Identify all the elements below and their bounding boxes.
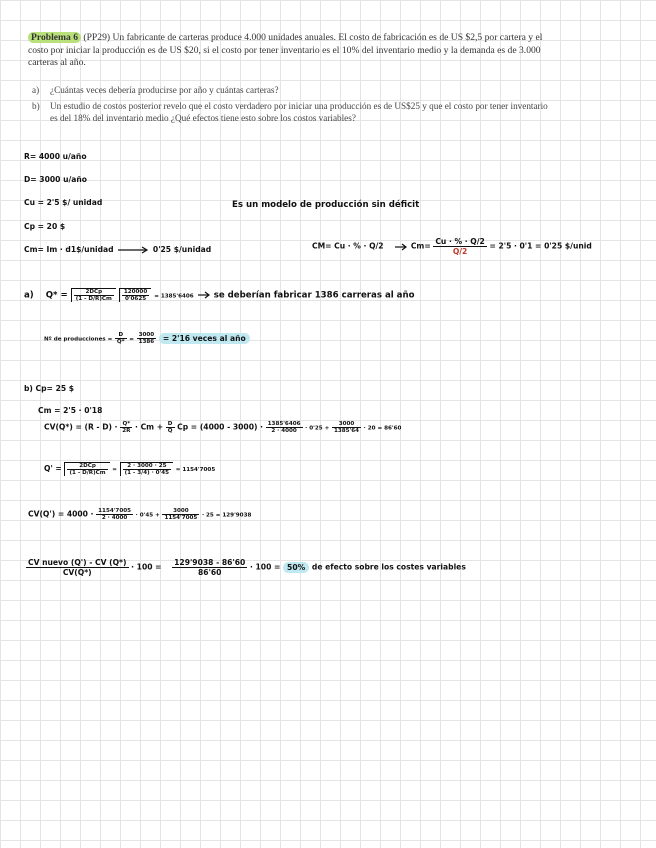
cm-fraction: $\frac{Cu \cdot \% \cdot Q/2}{Q/2}$ [435, 237, 485, 256]
arrow-icon [116, 246, 150, 254]
q-prime-row: Q' = $\frac{\text{2DCp}}{(1 - D/R)Cm}$ = $\frac{2 \cdot 3000 \cdot 25}{(1 - 3/4) \cdot 0'45}$ = 1154'7005 [44, 463, 216, 476]
note-Cp: Cp = 20 $ [24, 222, 66, 231]
cv-qprime-row: CV(Q') = 4000 · $\frac{1154'7005}{2 \cdot 4000}$ · 0'45 + $\frac{3000}{1154'7005}$ · 25 = 129'9038 [28, 508, 252, 521]
question-a: a) ¿Cuántas veces debería producirse por año y cuántas carteras? [32, 85, 279, 95]
note-Cu: Cu = 2'5 $/ unidad [24, 198, 103, 207]
nprod-row: Nº de producciones = $\frac{D}{Q*}$ = $\frac{3000}{1386}$ = 2'16 veces al año [44, 332, 250, 345]
part-b-label: b) Cp= 25 $ [24, 384, 75, 393]
problem-title: Problema 6 [28, 32, 81, 43]
note-Cm-row [24, 245, 211, 254]
nprod-result: = 2'16 veces al año [159, 333, 250, 344]
arrow-icon [394, 243, 408, 251]
a-sqrt-2: $\frac{120000}{0'0625}$ [119, 288, 151, 302]
final-percent: 50% [283, 562, 309, 573]
note-Cm-right: 0'25 $/unidad [152, 245, 212, 254]
note-model: Es un modelo de producción sin déficit [232, 200, 420, 210]
a-sqrt-1: $\frac{\text{2DCp}}{(1 - D/R)Cm}$ [71, 288, 116, 302]
note-Cm-left: Cm= Im · d1$/unidad [24, 245, 114, 254]
final-row: $\frac{\text{CV nuevo (Q') - CV (Q*)}}{CV(Q*)}$ · 100 = $\frac{129'9038 - 86'60}{86'60}$ · 100 = 50% de efecto sobre los costes variables [28, 558, 466, 577]
question-b: b) Un estudio de costos posterior revelo que el costo verdadero por iniciar una producción es de US$25 y que el costo por tener inventario es del 18% del inventario medio ¿Qué efectos tiene esto sobre los costos variables? [32, 101, 548, 123]
part-a-row: a) Q* = $\frac{\text{2DCp}}{(1 - D/R)Cm}$ $\frac{120000}{0'0625}$ = 1385'6406 se deberían fabricar 1386 carreras al año [24, 289, 415, 302]
question-list [32, 84, 548, 128]
problem-code: (PP29) [83, 32, 111, 43]
note-D: D= 3000 u/año [24, 175, 88, 184]
part-b-Cm: Cm = 2'5 · 0'18 [38, 406, 103, 415]
arrow-icon [197, 291, 211, 299]
problem-text: Un fabricante de carteras produce 4.000 unidades anuales. El costo de fabricación es de US $2,5 por cartera y el costo por iniciar la producción es de US $20, si el costo por tener inventario es el 10% del inventario medio y la demanda es de 3.000 carteras al año. [28, 32, 543, 68]
note-R: R= 4000 u/año [24, 152, 87, 161]
cv-qstar-row: CV(Q*) = (R - D) · $\frac{Q*}{2R}$ · Cm + $\frac{D}{Q}$ Cp = (4000 - 3000) · $\frac{1385'6406}{2 \cdot 4000}$ · 0'25 + $\frac{3000}{1385'64}$ · 20 = 86'60 [44, 421, 402, 434]
cm-formula-row: CM= Cu · % · Q/2 Cm= $\frac{Cu \cdot \% \cdot Q/2}{Q/2}$ = 2'5 · 0'1 = 0'25 $/unid [312, 237, 592, 256]
problem-statement [28, 32, 556, 70]
